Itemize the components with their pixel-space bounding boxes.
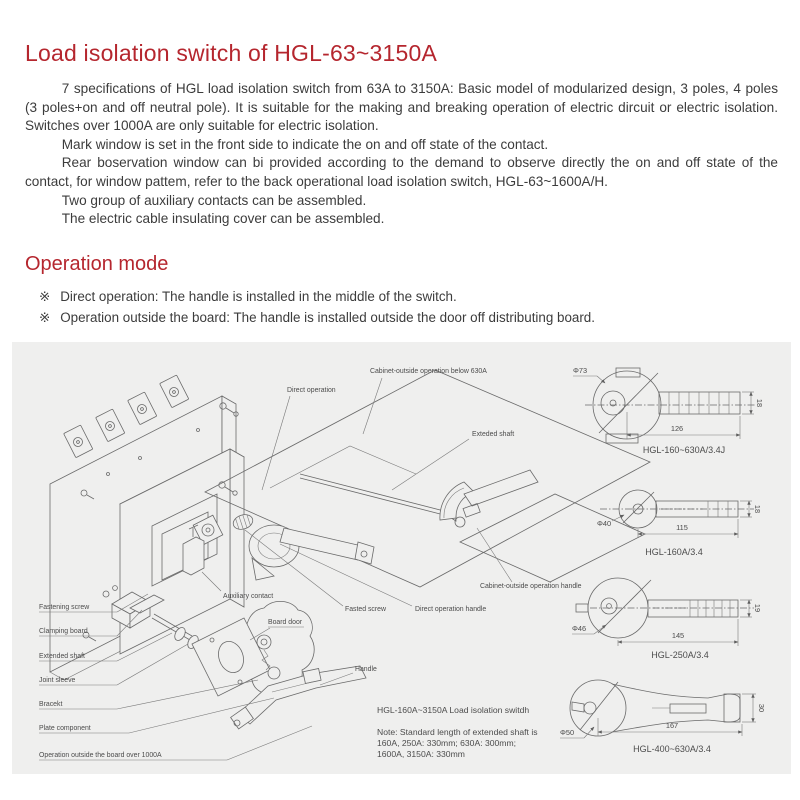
label-clamping-board: Clamping board: [39, 627, 88, 635]
label-plate-component: Plate component: [39, 724, 91, 732]
page-title: Load isolation switch of HGL-63~3150A: [25, 40, 438, 66]
label-exteded-shaft: Exteded shaft: [472, 430, 515, 438]
list-item-text: Operation outside the board: The handle is installed outside the door off distributing board.: [60, 309, 595, 325]
label-direct-operation: Direct operation: [287, 386, 336, 394]
handle-model-label: HGL-400~630A/3.4: [633, 743, 711, 754]
height-dim: 19: [753, 603, 762, 612]
handle-diagram-4: [560, 680, 766, 754]
terminal-pad: [160, 375, 189, 408]
terminal-pad: [96, 409, 125, 442]
intro-paragraphs: [25, 80, 778, 229]
label-bracekt: Bracekt: [39, 700, 63, 708]
terminal-pad: [64, 425, 93, 458]
label-extended-shaft: Extended shaft: [39, 652, 85, 660]
list-item: [39, 307, 778, 328]
operation-mode-list: [39, 286, 778, 328]
diameter-label: Φ40: [597, 518, 612, 528]
intro-paragraph: Rear boservation window can bi provided according to the demand to observe directly the on and off state of the contact, for window pattem, refer to the back operational load isolation switch, HGL-63~1600A/H.: [25, 155, 778, 189]
length-dim: 126: [670, 423, 684, 433]
diameter-label: Φ50: [560, 727, 575, 737]
section-title-operation-mode: Operation mode: [25, 252, 169, 275]
label-fasted-screw: Fasted screw: [345, 605, 386, 613]
extended-shaft-rod: [300, 474, 456, 521]
length-dim: 115: [676, 522, 688, 532]
intro-paragraph: 7 specifications of HGL load isolation switch from 63A to 3150A: Basic model of modularized design, 3 poles, 4 poles (3 poles+on and off neutral pole). It is suitable for the making and breaking operation of electric dircuit or electric isolation. Switches over 1000A are only suitable for electric isolation.: [25, 81, 778, 134]
handle-model-label: HGL-160~630A/3.4J: [642, 444, 726, 455]
label-fastening-screw: Fastening screw: [39, 603, 90, 611]
length-dim: 167: [665, 720, 679, 730]
height-dim: 30: [757, 703, 766, 712]
handle-model-label: HGL-250A/3.4: [651, 649, 709, 660]
label-handle: Handle: [355, 665, 377, 673]
label-cabinet-outside-handle: Cabinet-outside operation handle: [480, 582, 582, 590]
direct-operation-handle-part: [249, 525, 374, 580]
plate-shape: [192, 618, 270, 696]
technical-diagram: [12, 342, 791, 774]
diameter-label: Φ73: [573, 365, 588, 375]
diameter-label: Φ46: [572, 623, 587, 633]
intro-paragraph: The electric cable insulating cover can be assembled.: [61, 211, 385, 227]
intro-paragraph: Two group of auxiliary contacts can be assembled.: [61, 192, 367, 208]
label-auxiliary-contact: Auxiliary contact: [223, 592, 274, 600]
intro-paragraph: Mark window is set in the front side to indicate the on and off state of the contact.: [61, 136, 549, 152]
note-line: 1600A, 3150A: 330mm: [377, 748, 465, 759]
note-line: Note: Standard length of extended shaft is: [377, 726, 538, 737]
diagram-product-title: HGL-160A~3150A Load isolation switdh: [377, 704, 530, 715]
handle-model-label: HGL-160A/3.4: [645, 546, 703, 557]
reference-mark-icon: ※: [39, 288, 51, 304]
cabinet-outside-handle-part: [440, 470, 538, 527]
list-item: [39, 286, 778, 307]
label-operation-outside: Operation outside the board over 1000A: [39, 751, 162, 759]
reference-mark-icon: ※: [39, 309, 51, 325]
note-line: 160A, 250A: 330mm; 630A: 300mm;: [377, 737, 517, 748]
diagram-panel: [12, 342, 791, 774]
label-direct-operation-handle: Direct operation handle: [415, 605, 487, 613]
label-cabinet-outside-below: Cabinet-outside operation below 630A: [370, 367, 487, 375]
label-board-door: Board door: [268, 618, 303, 626]
label-joint-sleeve: Joint sleeve: [39, 676, 76, 684]
page-content: [0, 0, 800, 328]
height-dim: 18: [753, 504, 762, 513]
height-dim: 18: [755, 398, 764, 407]
list-item-text: Direct operation: The handle is installed in the middle of the switch.: [60, 288, 457, 304]
length-dim: 145: [671, 630, 685, 640]
mounting-board-drawing: [205, 367, 650, 587]
terminal-pad: [128, 392, 157, 425]
handle-diagram-3: [572, 578, 762, 660]
